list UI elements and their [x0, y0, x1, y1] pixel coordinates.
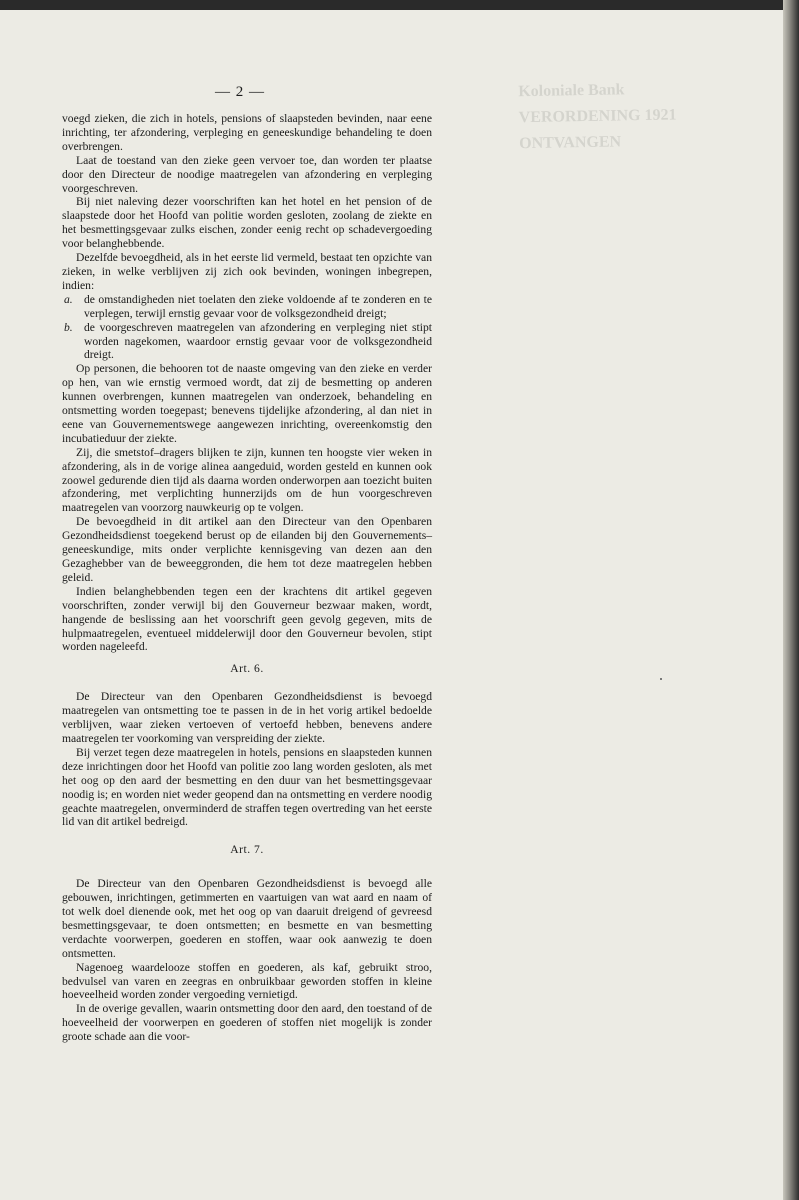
paragraph: voegd zieken, die zich in hotels, pensions of slaapsteden bevinden, naar eene inrichting, ter afzondering, verpleging en geneeskundige behandeling te doen overbrengen.	[62, 112, 432, 153]
paragraph: De Directeur van den Openbaren Gezondheidsdienst is bevoegd maatregelen van ontsmetting toe te passen in de in het vorig artikel bedoelde verblijven, waar zieken vertoeven of vertoefd hebben, benevens andere maatregelen ter voorkoming van verspreiding der ziekte.	[62, 690, 432, 745]
scan-top-border	[0, 0, 799, 10]
speck-mark	[660, 678, 662, 680]
paragraph: Bij verzet tegen deze maatregelen in hotels, pensions en slaapsteden kunnen deze inrichtingen door het Hoofd van politie zoo lang worden gesloten, als met het oog op den aard der besmetting en den duur van het besmettingsgevaar noodig is; en worden niet weder geopend dan na ontsmetting en verdere noodig geachte maatregelen, onverminderd de straffen tegen overtreding van het eerste lid van dit artikel bedreigd.	[62, 745, 432, 829]
page-number: — 2 —	[215, 84, 265, 100]
list-label: b.	[64, 320, 73, 334]
paragraph: Zij, die smetstof–dragers blijken te zijn, kunnen ten hoogste vier weken in afzondering, als in de vorige alinea aangeduid, worden gesteld en kunnen ook zoowel gedurende dien tijd als daarna worden onderworpen aan toezicht buiten afzondering, met verplichting hunnerzijds om de hun voorgeschreven maatregelen van voorzorg nauwkeurig op te volgen.	[62, 445, 432, 515]
paragraph: De bevoegdheid in dit artikel aan den Directeur van den Openbaren Gezondheidsdienst toegekend berust op de eilanden bij den Gouvernements–geneeskundige, mits onder verplichte kennisgeving van dezen aan den Gezaghebber van de beweeggronden, die hem tot deze maatregelen hebben geleid.	[62, 515, 432, 584]
page-edge-shadow	[783, 0, 799, 1200]
list-label: a.	[64, 292, 73, 306]
list-text: de omstandigheden niet toelaten den zieke voldoende af te zonderen en te verplegen, terwijl ernstig gevaar voor de volksgezondheid dreigt;	[84, 292, 432, 320]
paragraph: Dezelfde bevoegdheid, als in het eerste lid vermeld, bestaat ten opzichte van zieken, in welke verblijven zij zich ook bevinden, woningen inbegrepen, indien:	[62, 251, 432, 292]
paragraph: De Directeur van den Openbaren Gezondheidsdienst is bevoegd alle gebouwen, inrichtingen, getimmerten en vaartuigen van wat aard en naam of tot welk doel dienende ook, met het oog op van daaruit dreigend of gevreesd besmettingsgevaar, te doen ontsmetten; en besmette en van besmetting verdachte voorwerpen, goederen en stoffen, waar ook aanwezig te doen ontsmetten.	[62, 877, 432, 960]
article-7-heading: Art. 7.	[230, 843, 264, 857]
paragraph: Bij niet naleving dezer voorschriften kan het hotel en het pension of de slaapstede door het Hoofd van politie worden gesloten, zoolang de ziekte en het besmettingsgevaar zulks eischen, zonder eenig recht op schadevergoeding voor belanghebbende.	[62, 195, 432, 251]
paragraph: Op personen, die behooren tot de naaste omgeving van den zieke en verder op hen, van wie ernstig vermoed wordt, dat zij de besmetting op anderen kunnen overbrengen, kunnen maatregelen van onderzoek, behandeling en ontsmetting worden toegepast; benevens tijdelijke afzondering, al dan niet in eene van Gouvernementswege aangewezen inrichting, overeenkomstig den incubatieduur der ziekte.	[62, 362, 432, 445]
paragraph: In de overige gevallen, waarin ontsmetting door den aard, den toestand of de hoeveelheid der voorwerpen en goederen of stoffen niet mogelijk is zonder groote schade aan die voor-	[62, 1002, 432, 1044]
paragraph: Laat de toestand van den zieke geen vervoer toe, dan worden ter plaatse door den Directeur de noodige maatregelen van afzondering en verpleging voorgeschreven.	[62, 153, 432, 195]
paragraph: Nagenoeg waardelooze stoffen en goederen, als kaf, gebruikt stroo, bedvulsel van varen en zeegras en onbruikbaar geworden stoffen in kleine hoeveelheid worden zonder vergoeding vernietigd.	[62, 960, 432, 1002]
list-text: de voorgeschreven maatregelen van afzondering en verpleging niet stipt worden nagekomen, waardoor ernstig gevaar voor de volksgezondheid dreigt.	[84, 320, 432, 362]
paragraph: Indien belanghebbenden tegen een der krachtens dit artikel gegeven voorschriften, zonder verwijl bij den Gouverneur bezwaar maken, wordt, hangende de beslissing aan het voorschrift geen gevolg gegeven, mits de hulpmaatregelen, eventueel middelerwijl door den Gouverneur bevolen, stipt worden nageleefd.	[62, 584, 432, 654]
list-item	[62, 293, 432, 321]
list-item	[62, 321, 432, 363]
article-body	[62, 112, 432, 1044]
article-6-heading: Art. 6.	[230, 662, 264, 676]
